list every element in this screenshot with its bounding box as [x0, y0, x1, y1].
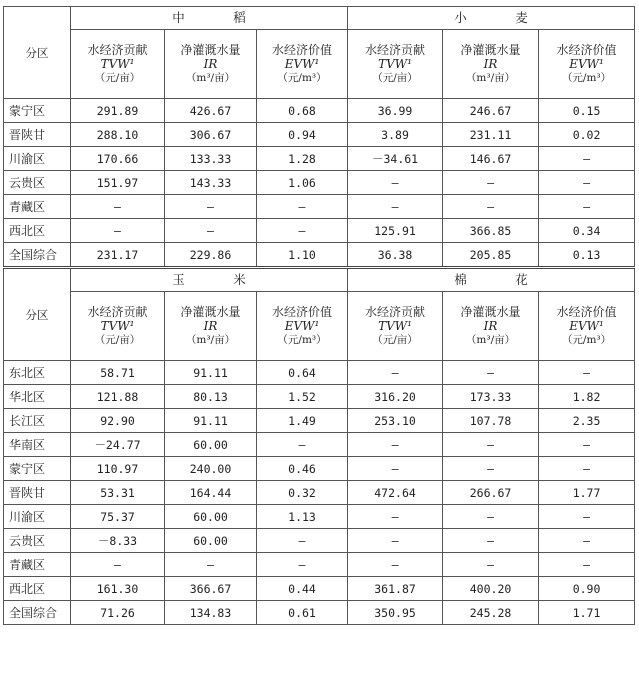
region-label: 蒙宁区 [4, 457, 71, 481]
table-row [4, 553, 635, 577]
table-cell: 231.17 [71, 243, 165, 268]
table-cell: — [443, 433, 539, 457]
column-header-tvw [348, 292, 443, 361]
table-cell: 316.20 [348, 385, 443, 409]
column-header-tvw [71, 292, 165, 361]
region-label: 云贵区 [4, 529, 71, 553]
table-cell: — [348, 553, 443, 577]
table-cell: 75.37 [71, 505, 165, 529]
table-cell: — [165, 553, 257, 577]
crop-header-wheat: 小 麦 [348, 7, 635, 30]
column-header-line: IR [483, 319, 498, 333]
table-cell: 107.78 [443, 409, 539, 433]
table-cell: 361.87 [348, 577, 443, 601]
column-header-line: （元/亩） [372, 334, 418, 346]
table-cell: 36.99 [348, 99, 443, 123]
table-cell: — [257, 219, 348, 243]
table-cell: 0.13 [539, 243, 635, 268]
region-label: 西北区 [4, 219, 71, 243]
column-header-line: 净灌溉水量 [180, 43, 241, 57]
table-cell: — [539, 505, 635, 529]
table-cell: 1.13 [257, 505, 348, 529]
column-header-line: EVW¹ [569, 57, 604, 71]
table-cell: — [165, 195, 257, 219]
table-cell: 80.13 [165, 385, 257, 409]
column-header-line: 净灌溉水量 [460, 305, 521, 319]
table-cell: — [443, 505, 539, 529]
table-cell: 0.44 [257, 577, 348, 601]
table-cell: — [257, 433, 348, 457]
region-label: 全国综合 [4, 243, 71, 268]
table-cell: — [443, 361, 539, 385]
column-header-line: TVW¹ [378, 57, 412, 71]
column-header-line: TVW¹ [378, 319, 412, 333]
column-header-line: IR [203, 319, 218, 333]
table-cell: 0.15 [539, 99, 635, 123]
table-cell: 134.83 [165, 601, 257, 625]
table-cell: 400.20 [443, 577, 539, 601]
region-header: 分区 [4, 7, 71, 99]
table-cell: — [348, 171, 443, 195]
table-cell: — [539, 529, 635, 553]
table-row [4, 219, 635, 243]
table-cell: 125.91 [348, 219, 443, 243]
table-row [4, 481, 635, 505]
table-cell: 0.61 [257, 601, 348, 625]
table-cell: 143.33 [165, 171, 257, 195]
table-cell: — [539, 433, 635, 457]
table-cell: — [443, 553, 539, 577]
region-label: 蒙宁区 [4, 99, 71, 123]
table-cell: 60.00 [165, 505, 257, 529]
table-cell: — [348, 505, 443, 529]
region-label: 长江区 [4, 409, 71, 433]
column-header-line: （元/m³） [277, 334, 327, 346]
column-header-evw [539, 30, 635, 99]
table-cell: 240.00 [165, 457, 257, 481]
crop-header-cotton: 棉 花 [348, 268, 635, 292]
table-cell: 91.11 [165, 361, 257, 385]
crop-header-corn: 玉 米 [71, 268, 348, 292]
table-cell: 1.82 [539, 385, 635, 409]
column-header-tvw [71, 30, 165, 99]
column-header-line: 水经济贡献 [87, 43, 148, 57]
table-cell: －24.77 [71, 433, 165, 457]
table-cell: 151.97 [71, 171, 165, 195]
table-cell: — [443, 457, 539, 481]
column-header-row [4, 292, 635, 361]
table-row [4, 409, 635, 433]
column-header-line: 水经济贡献 [87, 305, 148, 319]
column-header-line: 水经济价值 [272, 43, 333, 57]
table-cell: 71.26 [71, 601, 165, 625]
water-value-table [3, 6, 635, 625]
table-cell: — [165, 219, 257, 243]
table-cell: 60.00 [165, 529, 257, 553]
table-cell: 121.88 [71, 385, 165, 409]
table-cell: 245.28 [443, 601, 539, 625]
table-cell: 0.34 [539, 219, 635, 243]
table-cell: 92.90 [71, 409, 165, 433]
table-cell: 0.68 [257, 99, 348, 123]
column-header-tvw [348, 30, 443, 99]
column-header-ir [165, 30, 257, 99]
table-cell: — [71, 219, 165, 243]
table-cell: 1.06 [257, 171, 348, 195]
table-cell: — [348, 433, 443, 457]
table-cell: — [257, 553, 348, 577]
table-cell: 91.11 [165, 409, 257, 433]
table-cell: 253.10 [348, 409, 443, 433]
region-label: 川渝区 [4, 147, 71, 171]
region-label: 华南区 [4, 433, 71, 457]
table-cell: 291.89 [71, 99, 165, 123]
column-header-line: TVW¹ [100, 319, 135, 333]
table-cell: 173.33 [443, 385, 539, 409]
table-cell: 1.49 [257, 409, 348, 433]
table-cell: 366.85 [443, 219, 539, 243]
table-cell: 288.10 [71, 123, 165, 147]
table-cell: 0.46 [257, 457, 348, 481]
table-row [4, 529, 635, 553]
table-cell: 161.30 [71, 577, 165, 601]
table-cell: — [539, 457, 635, 481]
table-cell: — [443, 529, 539, 553]
column-header-line: （元/m³） [277, 72, 327, 84]
table-cell: 246.67 [443, 99, 539, 123]
table-cell: 0.64 [257, 361, 348, 385]
region-label: 东北区 [4, 361, 71, 385]
table-cell: 205.85 [443, 243, 539, 268]
column-header-line: 水经济价值 [556, 43, 617, 57]
table-cell: — [443, 171, 539, 195]
table-cell: 60.00 [165, 433, 257, 457]
table-row [4, 505, 635, 529]
column-header-line: 水经济价值 [272, 305, 333, 319]
table-cell: — [539, 147, 635, 171]
region-label: 川渝区 [4, 505, 71, 529]
table-cell: 3.89 [348, 123, 443, 147]
table-cell: 58.71 [71, 361, 165, 385]
table-row [4, 243, 635, 268]
column-header-ir [165, 292, 257, 361]
table-row [4, 123, 635, 147]
column-header-ir [443, 30, 539, 99]
table-cell: 1.71 [539, 601, 635, 625]
table-cell: 0.90 [539, 577, 635, 601]
column-header-line: （m³/亩） [185, 334, 236, 346]
column-header-evw [257, 292, 348, 361]
column-header-line: TVW¹ [100, 57, 135, 71]
table-cell: 53.31 [71, 481, 165, 505]
region-label: 晋陕甘 [4, 123, 71, 147]
table-cell: 0.32 [257, 481, 348, 505]
region-label: 青藏区 [4, 195, 71, 219]
column-header-line: IR [483, 57, 498, 71]
table-cell: 133.33 [165, 147, 257, 171]
region-header: 分区 [4, 268, 71, 361]
table-cell: 36.38 [348, 243, 443, 268]
table-row [4, 385, 635, 409]
column-header-line: EVW¹ [284, 57, 320, 71]
region-label: 青藏区 [4, 553, 71, 577]
column-header-line: 净灌溉水量 [180, 305, 241, 319]
table-cell: －8.33 [71, 529, 165, 553]
table-cell: 146.67 [443, 147, 539, 171]
table-cell: 0.94 [257, 123, 348, 147]
table-cell: 231.11 [443, 123, 539, 147]
table-cell: 426.67 [165, 99, 257, 123]
table-cell: 229.86 [165, 243, 257, 268]
table-cell: — [257, 529, 348, 553]
table-cell: 2.35 [539, 409, 635, 433]
table-cell: — [348, 195, 443, 219]
column-header-ir [443, 292, 539, 361]
table-row [4, 171, 635, 195]
column-header-line: 水经济价值 [556, 305, 617, 319]
table-cell: 1.10 [257, 243, 348, 268]
table-row [4, 457, 635, 481]
table-cell: 1.52 [257, 385, 348, 409]
column-header-line: （m³/亩） [185, 72, 236, 84]
table-cell: 306.67 [165, 123, 257, 147]
table-cell: 164.44 [165, 481, 257, 505]
table-cell: — [539, 553, 635, 577]
column-header-line: EVW¹ [284, 319, 320, 333]
table-cell: 350.95 [348, 601, 443, 625]
column-header-line: （元/m³） [561, 72, 612, 84]
table-cell: — [348, 361, 443, 385]
region-label: 西北区 [4, 577, 71, 601]
column-header-line: 净灌溉水量 [460, 43, 521, 57]
column-header-evw [539, 292, 635, 361]
table-cell: 170.66 [71, 147, 165, 171]
region-label: 晋陕甘 [4, 481, 71, 505]
column-header-line: 水经济贡献 [365, 305, 426, 319]
table-cell: — [348, 529, 443, 553]
column-header-row [4, 30, 635, 99]
column-header-line: （元/亩） [372, 72, 418, 84]
table-cell: — [539, 171, 635, 195]
table-cell: 0.02 [539, 123, 635, 147]
table-cell: — [443, 195, 539, 219]
region-label: 云贵区 [4, 171, 71, 195]
column-header-evw [257, 30, 348, 99]
table-cell: 110.97 [71, 457, 165, 481]
table-row [4, 601, 635, 625]
table-cell: — [539, 195, 635, 219]
region-label: 华北区 [4, 385, 71, 409]
column-header-line: IR [203, 57, 218, 71]
table-cell: 366.67 [165, 577, 257, 601]
crop-header-rice: 中 稻 [71, 7, 348, 30]
region-label: 全国综合 [4, 601, 71, 625]
table-cell: 1.28 [257, 147, 348, 171]
column-header-line: （m³/亩） [465, 72, 516, 84]
table-row [4, 361, 635, 385]
column-header-line: 水经济贡献 [365, 43, 426, 57]
column-header-line: （m³/亩） [465, 334, 516, 346]
column-header-line: EVW¹ [569, 319, 604, 333]
table-cell: －34.61 [348, 147, 443, 171]
table-cell: 1.77 [539, 481, 635, 505]
table-cell: — [71, 195, 165, 219]
table-row [4, 195, 635, 219]
table-cell: — [71, 553, 165, 577]
column-header-line: （元/亩） [94, 72, 141, 84]
table-row [4, 577, 635, 601]
table-cell: — [257, 195, 348, 219]
table-row [4, 433, 635, 457]
table-cell: — [348, 457, 443, 481]
table-row [4, 99, 635, 123]
table-cell: — [539, 361, 635, 385]
column-header-line: （元/亩） [94, 334, 141, 346]
table-row [4, 147, 635, 171]
table-cell: 472.64 [348, 481, 443, 505]
column-header-line: （元/m³） [561, 334, 612, 346]
table-cell: 266.67 [443, 481, 539, 505]
